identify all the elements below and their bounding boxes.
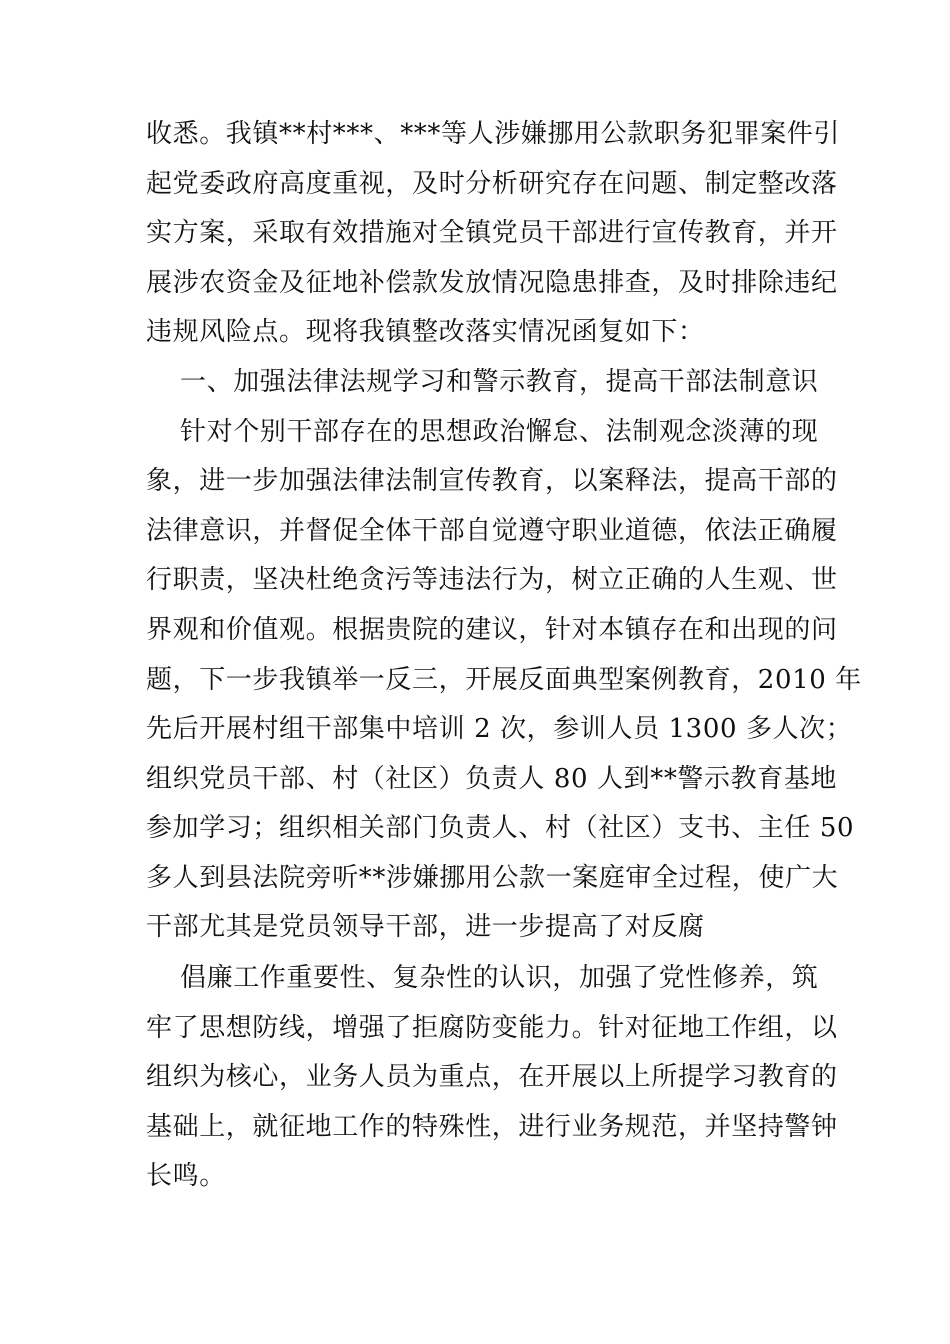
text-line: 象，进一步加强法律法制宣传教育，以案释法，提高干部的 xyxy=(146,466,838,496)
text-line: 起党委政府高度重视，及时分析研究存在问题、制定整改落 xyxy=(146,169,838,199)
text-line: 干部尤其是党员领导干部，进一步提高了对反腐 xyxy=(146,912,705,942)
text-line: 组织为核心，业务人员为重点，在开展以上所提学习教育的 xyxy=(146,1062,838,1092)
text-line: 多人到县法院旁听**涉嫌挪用公款一案庭审全过程，使广大 xyxy=(146,863,839,893)
text-line: 界观和价值观。根据贵院的建议，针对本镇存在和出现的问 xyxy=(146,615,838,645)
text-line: 收悉。我镇**村***、***等人涉嫌挪用公款职务犯罪案件引 xyxy=(146,119,841,149)
text-line: 违规风险点。现将我镇整改落实情况函复如下： xyxy=(146,317,705,347)
text-line: 牢了思想防线，增强了拒腐防变能力。针对征地工作组，以 xyxy=(146,1013,838,1043)
text-line: 基础上，就征地工作的特殊性，进行业务规范，并坚持警钟 xyxy=(146,1112,838,1142)
text-line: 法律意识，并督促全体干部自觉遵守职业道德，依法正确履 xyxy=(146,516,838,546)
text-line: 行职责，坚决杜绝贪污等违法行为，树立正确的人生观、世 xyxy=(146,565,838,595)
text-line: 题，下一步我镇举一反三，开展反面典型案例教育，2010 年 xyxy=(146,665,862,695)
text-line: 针对个别干部存在的思想政治懈怠、法制观念淡薄的现 xyxy=(180,417,819,447)
text-line: 长鸣。 xyxy=(146,1161,226,1191)
text-line: 实方案，采取有效措施对全镇党员干部进行宣传教育，并开 xyxy=(146,218,838,248)
text-line: 组织党员干部、村（社区）负责人 80 人到**警示教育基地 xyxy=(146,764,838,794)
section-heading: 一、加强法律法规学习和警示教育，提高干部法制意识 xyxy=(180,367,819,397)
text-line: 展涉农资金及征地补偿款发放情况隐患排查，及时排除违纪 xyxy=(146,268,838,298)
text-line: 先后开展村组干部集中培训 2 次，参训人员 1300 多人次； xyxy=(146,714,853,744)
text-line: 参加学习；组织相关部门负责人、村（社区）支书、主任 50 xyxy=(146,813,855,843)
text-line: 倡廉工作重要性、复杂性的认识，加强了党性修养，筑 xyxy=(180,963,819,993)
